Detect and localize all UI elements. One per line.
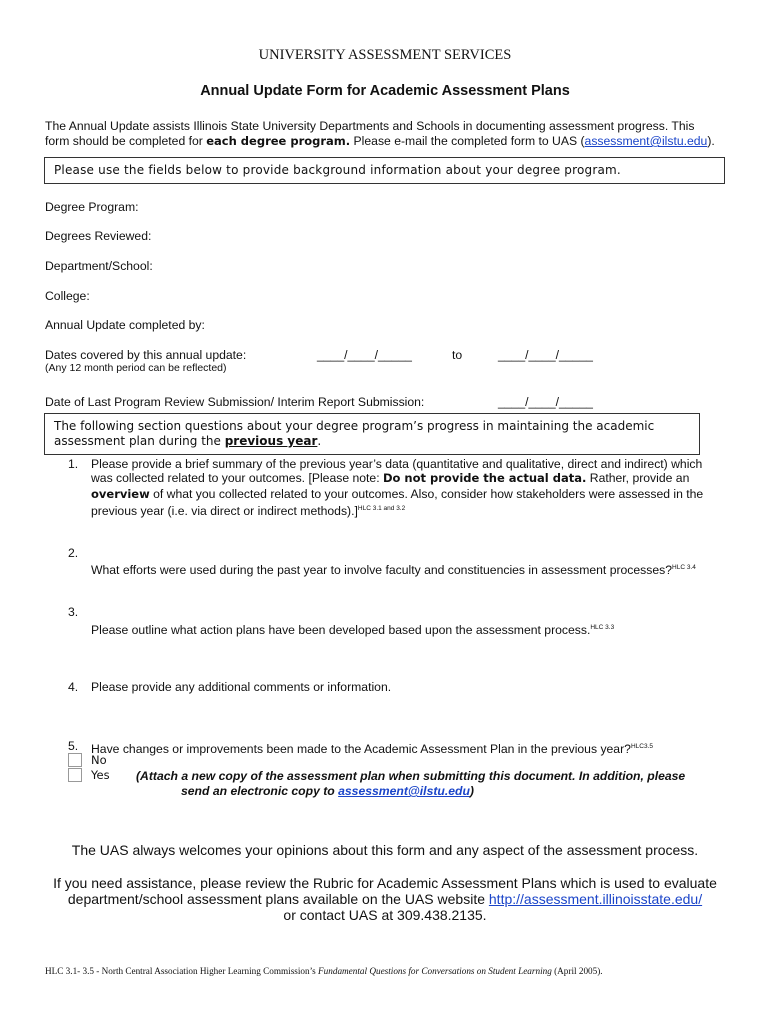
q5-number: 5.: [68, 739, 79, 753]
dates-note: (Any 12 month period can be reflected): [45, 362, 227, 374]
section-intro-text-a: assessment plan during the: [54, 434, 225, 448]
form-title: Annual Update Form for Academic Assessment Plans: [200, 83, 570, 99]
email-link[interactable]: assessment@ilstu.edu: [584, 134, 708, 148]
q3-hlc-ref: HLC 3.3: [590, 624, 615, 631]
section-intro-line-1: The following section questions about your degree program’s progress in maintaining the academic: [54, 419, 655, 433]
uas-website-link[interactable]: http://assessment.illinoisstate.edu/: [488, 891, 703, 907]
date-to-label: to: [452, 348, 463, 362]
q1-line-2: [91, 471, 689, 486]
section-intro-line-2: [54, 434, 321, 448]
q4-text: Please provide any additional comments or information.: [91, 680, 392, 694]
q5-text: [91, 739, 653, 757]
assistance-line-1: If you need assistance, please review the Rubric for Academic Assessment Plans which is used to evaluate: [53, 875, 717, 891]
attach-note-line-1: (Attach a new copy of the assessment plan when submitting this document. In addition, please: [136, 769, 686, 783]
attach-note-line-2: [181, 784, 474, 799]
intro-line-2: [45, 134, 715, 149]
intro-line-1: The Annual Update assists Illinois State University Departments and Schools in documenting assessment progress. This: [45, 119, 695, 133]
section-intro-box: [44, 413, 700, 455]
q1-bold-note: Do not provide the actual data.: [382, 471, 587, 485]
assistance-text: department/school assessment plans available on the UAS website: [67, 891, 489, 907]
q1-hlc-ref: HLC 3.1 and 3.2: [357, 505, 406, 512]
assistance-line-2: [0, 891, 770, 907]
q1-number: 1.: [68, 457, 79, 471]
college-label: College:: [45, 289, 90, 303]
org-heading: UNIVERSITY ASSESSMENT SERVICES: [258, 47, 512, 63]
completed-by-label: Annual Update completed by:: [45, 318, 205, 332]
q2-hlc-ref: HLC 3.4: [672, 564, 696, 571]
attach-email-link[interactable]: assessment@ilstu.edu: [338, 784, 470, 798]
intro-text-a: form should be completed for: [45, 134, 207, 148]
date-start-field[interactable]: ____/____/_____: [317, 348, 412, 362]
q3-question: Please outline what action plans have been developed based upon the assessment process.: [91, 623, 591, 637]
dates-covered-label: Dates covered by this annual update:: [45, 348, 247, 362]
yes-option-label: Yes: [91, 768, 110, 782]
q1-line-4: [91, 501, 405, 519]
attach-note-close: ): [469, 784, 474, 798]
background-info-text: Please use the fields below to provide background information about your degree program.: [54, 163, 621, 177]
footer-text-b: (April 2005).: [551, 966, 603, 976]
no-option-label: No: [91, 753, 107, 767]
no-checkbox[interactable]: [68, 753, 82, 767]
section-intro-text-b: .: [317, 434, 322, 448]
last-review-label: Date of Last Program Review Submission/ Interim Report Submission:: [45, 395, 425, 409]
department-label: Department/School:: [45, 259, 153, 273]
footer-text-a: HLC 3.1- 3.5 - North Central Association Higher Learning Commission’s: [45, 966, 319, 976]
q4-number: 4.: [68, 680, 79, 694]
yes-checkbox[interactable]: [68, 768, 82, 782]
q1-text-d: previous year (i.e. via direct or indirect methods).]: [91, 504, 358, 518]
footer-italic-title: Fundamental Questions for Conversations on Student Learning: [318, 966, 552, 976]
last-review-date-field[interactable]: ____/____/_____: [498, 395, 593, 409]
q2-text: [91, 560, 696, 578]
intro-text-b: Please e-mail the completed form to UAS (: [350, 134, 585, 148]
degrees-reviewed-label: Degrees Reviewed:: [45, 229, 152, 243]
assistance-line-3: or contact UAS at 309.438.2135.: [283, 907, 487, 923]
q1-overview-bold: overview: [91, 487, 150, 501]
date-end-field[interactable]: ____/____/_____: [498, 348, 593, 362]
q3-text: [91, 620, 614, 638]
intro-bold: each degree program.: [206, 134, 351, 148]
degree-program-label: Degree Program:: [45, 200, 139, 214]
q1-text-a: was collected related to your outcomes. [Please note:: [91, 471, 383, 485]
q2-question: What efforts were used during the past year to involve faculty and constituencies in assessment processes?: [91, 563, 673, 577]
intro-text-c: ).: [707, 134, 715, 148]
background-info-box: [44, 157, 725, 184]
q1-text-c: of what you collected related to your outcomes. Also, consider how stakeholders were assessed in the: [149, 487, 704, 501]
q2-number: 2.: [68, 546, 79, 560]
q1-line-3: [91, 487, 703, 502]
welcome-text: The UAS always welcomes your opinions about this form and any aspect of the assessment process.: [71, 842, 699, 858]
attach-note-text: send an electronic copy to: [181, 784, 339, 798]
q3-number: 3.: [68, 605, 79, 619]
previous-year-emphasis: previous year: [224, 434, 318, 448]
q1-line-1: Please provide a brief summary of the previous year’s data (quantitative and qualitative, direct and indirect) which: [91, 457, 703, 471]
q1-text-b: Rather, provide an: [586, 471, 690, 485]
q5-hlc-ref: HLC3.5: [630, 743, 653, 750]
footer-citation: [45, 966, 603, 976]
q5-question: Have changes or improvements been made to the Academic Assessment Plan in the previous year?: [91, 742, 631, 756]
